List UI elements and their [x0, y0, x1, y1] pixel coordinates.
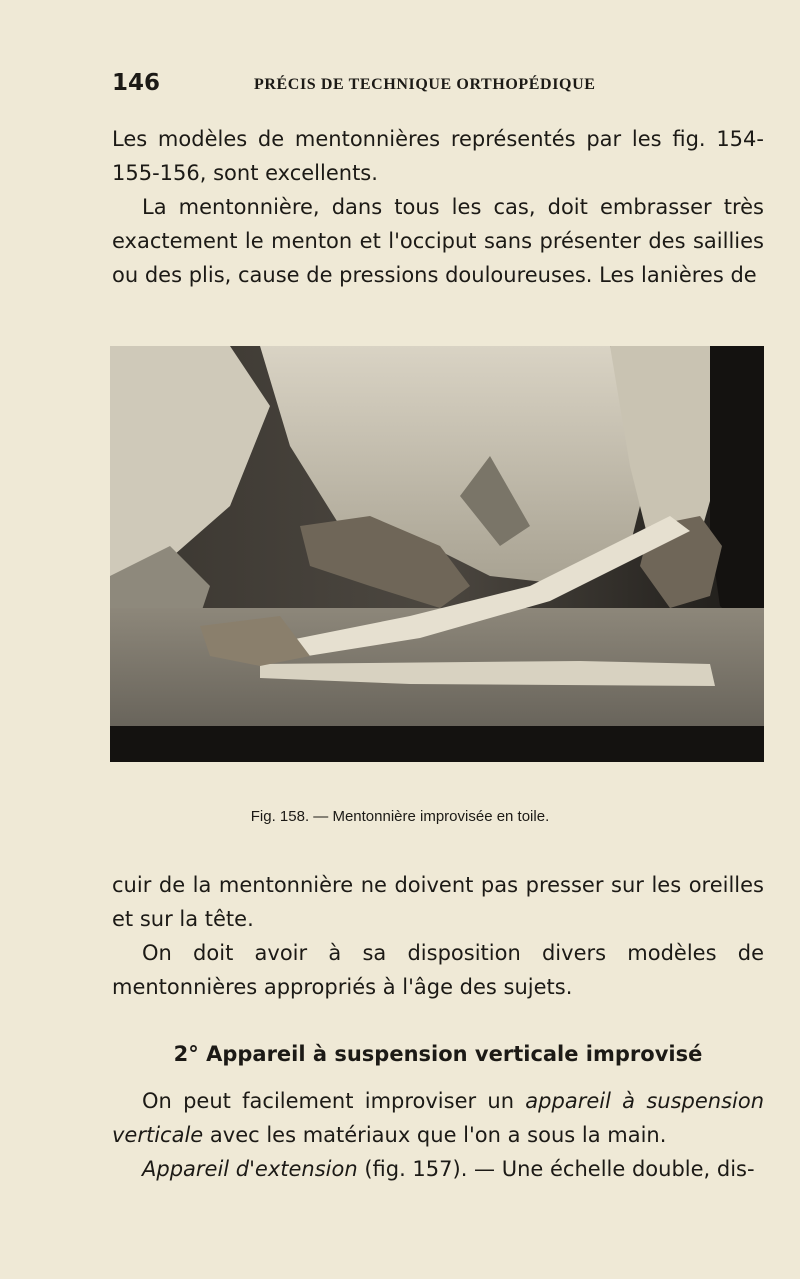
page-number: 146: [112, 70, 161, 96]
paragraph-section-2: [112, 1152, 764, 1186]
paragraph-section-1: [112, 1084, 764, 1152]
paragraph-intro-1: Les modèles de mentonnières représentés par les fig. 154-155-156, sont excellents.: [112, 127, 764, 185]
running-title: PRÉCIS DE TECHNIQUE ORTHOPÉDIQUE: [254, 76, 596, 93]
figure-caption: Fig. 158. — Mentonnière improvisée en toile.: [250, 808, 550, 825]
page-header: [112, 70, 752, 100]
paragraph-intro-2: La mentonnière, dans tous les cas, doit embrasser très exactement le menton et l'occiput sans présenter des saillies ou des plis, cause de pressions douloureuses. Les lanières de: [112, 195, 764, 287]
p2-after: (fig. 157). — Une échelle double, dis-: [357, 1157, 755, 1181]
photo-illustration: [110, 346, 764, 762]
p1-before: On peut facilement improviser un: [142, 1089, 526, 1113]
paragraph-middle-2: On doit avoir à sa disposition divers modèles de mentonnières appropriés à l'âge des sujets.: [112, 941, 764, 999]
p1-after: avec les matériaux que l'on a sous la main.: [203, 1123, 667, 1147]
p1-italic: appareil à suspension verticale: [112, 1089, 764, 1147]
figure-photo-mentonniere: [110, 346, 764, 762]
paragraph-middle-1: cuir de la mentonnière ne doivent pas presser sur les oreilles et sur la tête.: [112, 873, 764, 931]
section-heading: 2° Appareil à suspension verticale improvisé: [173, 1042, 703, 1066]
p2-italic: Appareil d'extension: [142, 1157, 358, 1181]
